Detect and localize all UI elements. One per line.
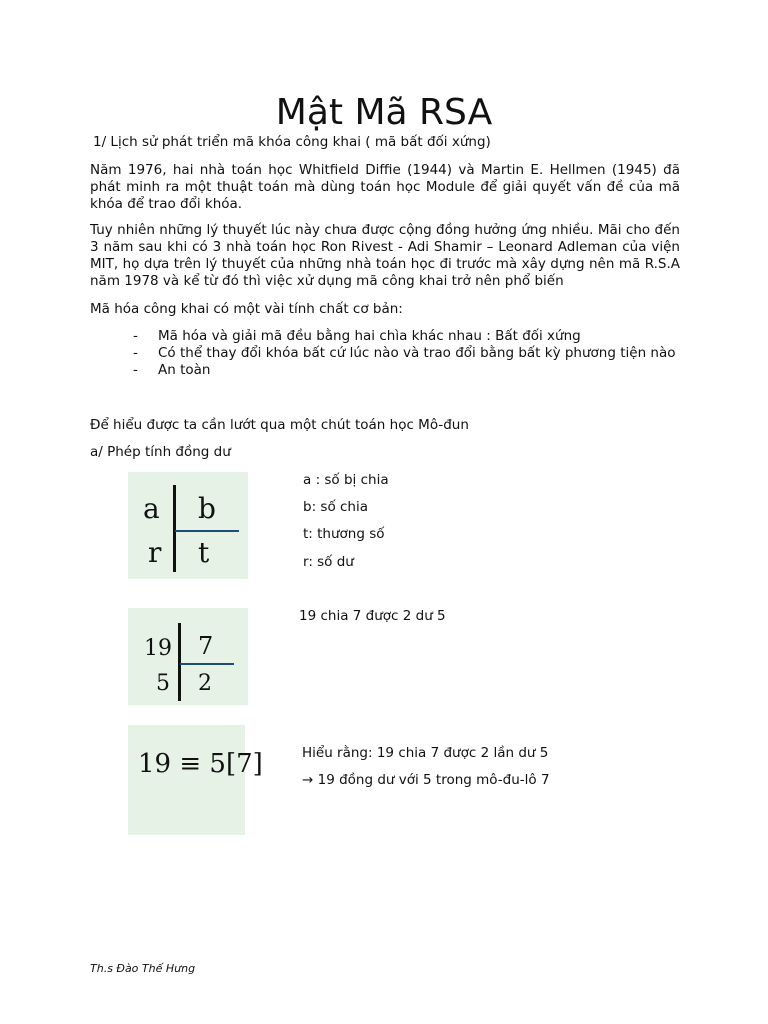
example-note: 19 chia 7 được 2 dư 5: [299, 608, 446, 624]
congruence-expression: 19 ≡ 5[7]: [138, 749, 263, 779]
section-heading: 1/ Lịch sử phát triển mã khóa công khai ( mã bất đối xứng): [93, 134, 491, 150]
paragraph-modular: Để hiểu được ta cần lướt qua một chút toán học Mô-đun: [90, 417, 469, 433]
divisor-symbol: b: [198, 492, 216, 525]
division-vertical-line: [178, 623, 181, 701]
division-diagram-general: [128, 472, 248, 579]
list-item: - Có thể thay đổi khóa bất cứ lúc nào và trao đổi bằng bất kỳ phương tiện nào: [133, 345, 676, 361]
dividend-value: 19: [144, 636, 172, 661]
list-item: - Mã hóa và giải mã đều bằng hai chìa khác nhau : Bất đối xứng: [133, 328, 581, 344]
legend-item: b: số chia: [303, 499, 368, 515]
paragraph-properties: Mã hóa công khai có một vài tính chất cơ bản:: [90, 301, 403, 317]
paragraph-history: Năm 1976, hai nhà toán học Whitfield Diffie (1944) và Martin E. Hellmen (1945) đã phát minh ra một thuật toán mà dùng toán học Module để giải quyết vấn đề của mã khóa để trao đổi khóa.: [90, 162, 680, 212]
congruence-diagram: [128, 725, 263, 835]
footer-author: Th.s Đào Thế Hưng: [90, 962, 196, 975]
legend-item: r: số dư: [303, 554, 354, 570]
legend-item: a : số bị chia: [303, 472, 389, 488]
division-horizontal-line: [175, 530, 239, 532]
division-vertical-line: [173, 485, 176, 572]
quotient-value: 2: [198, 671, 212, 696]
subheading-congruence: a/ Phép tính đồng dư: [90, 444, 231, 460]
dividend-symbol: a: [143, 492, 160, 525]
congruence-note: → 19 đồng dư với 5 trong mô-đu-lô 7: [302, 772, 550, 788]
list-item: - An toàn: [133, 362, 211, 378]
division-diagram-example: [128, 608, 248, 705]
divisor-value: 7: [198, 632, 214, 660]
legend-item: t: thương số: [303, 526, 385, 542]
quotient-symbol: t: [198, 536, 210, 569]
congruence-note: Hiểu rằng: 19 chia 7 được 2 lần dư 5: [302, 745, 549, 761]
page-title: Mật Mã RSA: [275, 92, 493, 133]
remainder-symbol: r: [148, 536, 162, 569]
remainder-value: 5: [156, 671, 170, 696]
division-horizontal-line: [180, 663, 234, 665]
paragraph-rsa: Tuy nhiên những lý thuyết lúc này chưa được cộng đồng hưởng ứng nhiều. Mãi cho đến 3 năm sau khi có 3 nhà toán học Ron Rivest - Adi Shamir – Leonard Adleman của viện MIT, họ dựa trên lý thuyết của những nhà toán học đi trước mà xây dựng nên mã R.S.A năm 1978 và kể từ đó thì việc xử dụng mã công khai trở nên phổ biến: [90, 222, 680, 289]
